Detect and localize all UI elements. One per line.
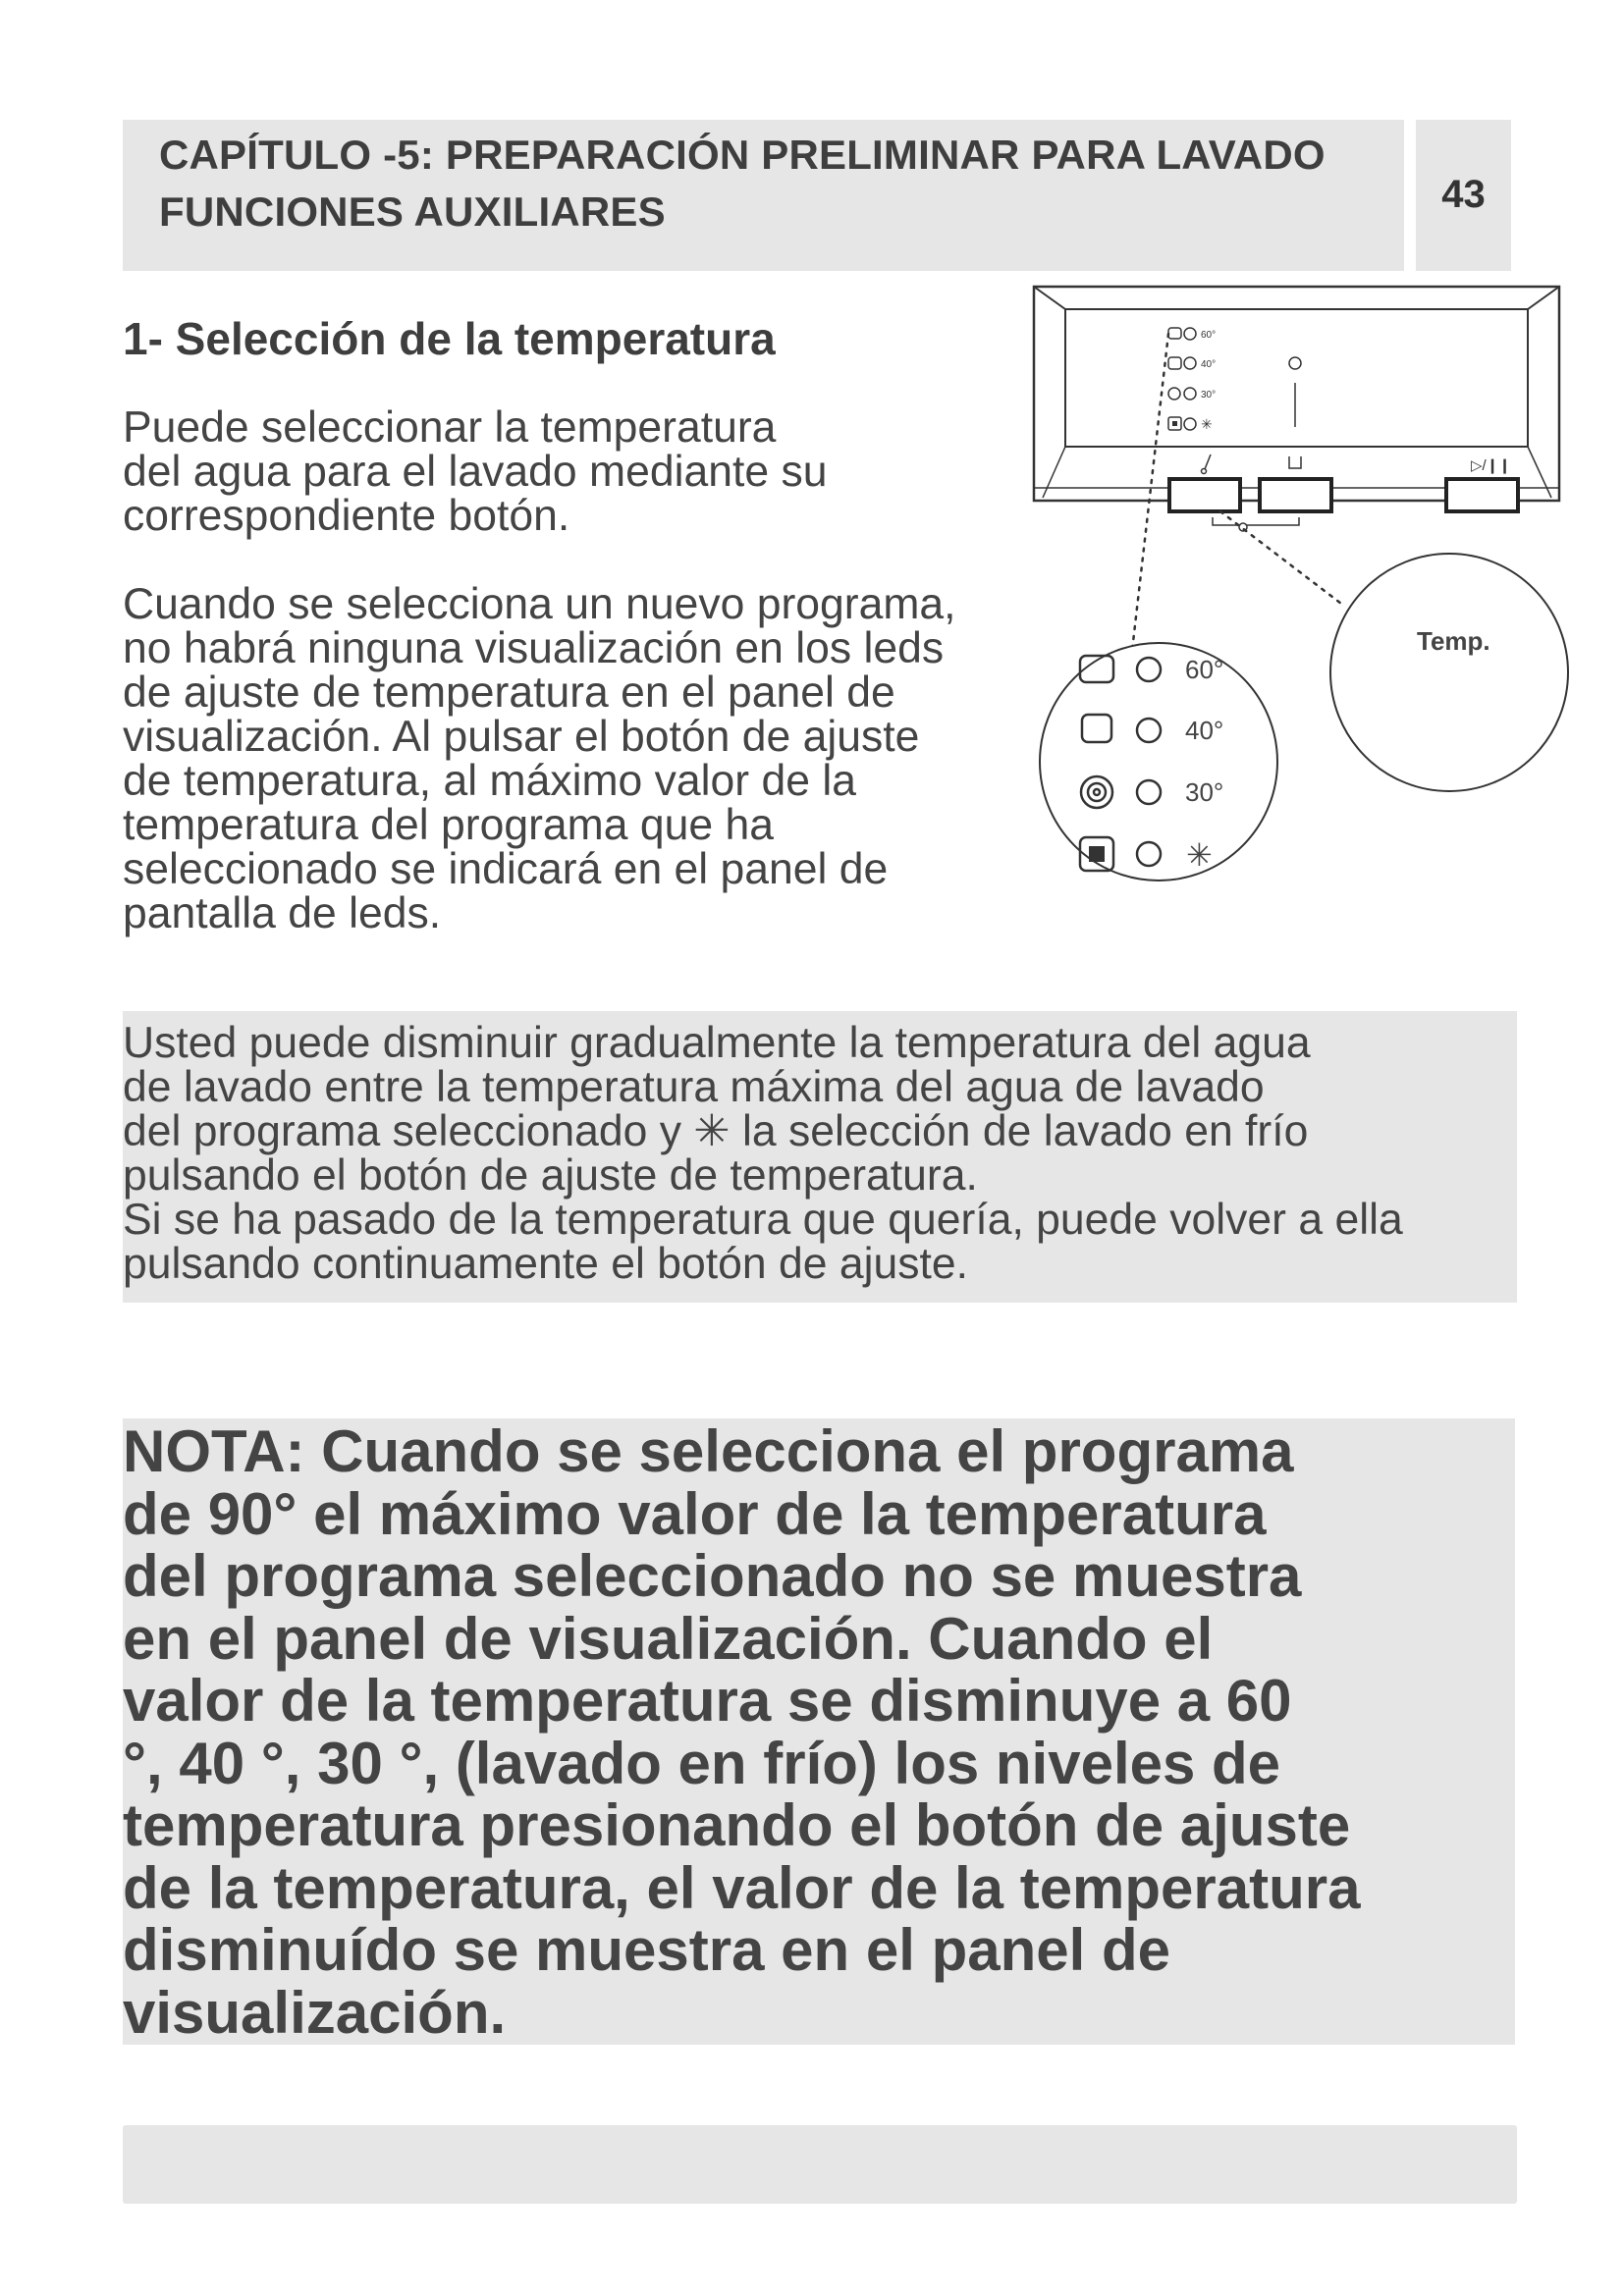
text-line: NOTA: Cuando se selecciona el programa bbox=[123, 1418, 1294, 1484]
text-line: Si se ha pasado de la temperatura que quería, puede volver a ella bbox=[123, 1196, 1403, 1244]
temp-callout-circle bbox=[1330, 554, 1568, 791]
steam-icon bbox=[1168, 357, 1181, 369]
text-line: pulsando el botón de ajuste de temperatura. bbox=[123, 1151, 978, 1200]
text-line: pulsando continuamente el botón de ajuste. bbox=[123, 1240, 968, 1288]
paragraph-intro bbox=[123, 405, 827, 538]
zoom-led-label-40: 40° bbox=[1185, 716, 1224, 745]
text-line: no habrá ninguna visualización en los leds bbox=[123, 624, 945, 672]
snowflake-icon: ✳ bbox=[1186, 837, 1213, 873]
text-line: en el panel de visualización. Cuando el bbox=[123, 1605, 1214, 1672]
start-pause-label: ▷/❙❙ bbox=[1471, 457, 1511, 474]
panel-led-label: 60° bbox=[1201, 330, 1217, 341]
text-line: valor de la temperatura se disminuye a 60 bbox=[123, 1668, 1292, 1734]
text-line: Puede seleccionar la temperatura bbox=[123, 403, 777, 452]
text-line: visualización. Al pulsar el botón de ajuste bbox=[123, 713, 920, 761]
text-line: pantalla de leds. bbox=[123, 889, 442, 937]
text-line: disminuído se muestra en el panel de bbox=[123, 1917, 1170, 1983]
panel-led-column bbox=[1168, 328, 1301, 430]
chapter-subtitle: FUNCIONES AUXILIARES bbox=[159, 188, 666, 235]
text-line: visualización. bbox=[123, 1979, 507, 2046]
text-line: seleccionado se indicará en el panel de bbox=[123, 845, 889, 893]
control-panel-diagram bbox=[1021, 280, 1571, 908]
text-line: del programa seleccionado y ✳ la selección de lavado en frío bbox=[123, 1107, 1309, 1155]
text-line: de temperatura, al máximo valor de la bbox=[123, 757, 856, 805]
text-line: °, 40 °, 30 °, (lavado en frío) los niveles de bbox=[123, 1730, 1281, 1796]
chapter-title: CAPÍTULO -5: PREPARACIÓN PRELIMINAR PARA LAVADO bbox=[159, 132, 1326, 178]
section-title: 1- Selección de la temperatura bbox=[123, 313, 776, 364]
nota-text bbox=[123, 1420, 1361, 2044]
text-line: de ajuste de temperatura en el panel de bbox=[123, 668, 895, 717]
led-zoom-circle bbox=[1040, 643, 1277, 881]
zoom-led-label-60: 60° bbox=[1185, 655, 1224, 684]
clock-icon bbox=[1289, 456, 1301, 468]
start-pause-button[interactable] bbox=[1446, 479, 1518, 511]
panel-led-label: 40° bbox=[1201, 359, 1217, 370]
text-line: temperatura presionando el botón de ajuste bbox=[123, 1792, 1351, 1858]
panel-led-label: 30° bbox=[1201, 390, 1217, 400]
text-line: de lavado entre la temperatura máxima del agua de lavado bbox=[123, 1063, 1265, 1111]
text-line: de 90° el máximo valor de la temperatura bbox=[123, 1480, 1267, 1547]
text-line: correspondiente botón. bbox=[123, 492, 570, 540]
text-line: del programa seleccionado no se muestra bbox=[123, 1543, 1302, 1609]
thermometer-icon bbox=[1202, 454, 1212, 474]
text-line: Cuando se selecciona un nuevo programa, bbox=[123, 580, 956, 628]
temp-callout-label: Temp. bbox=[1417, 626, 1490, 656]
temperature-button[interactable] bbox=[1169, 479, 1240, 511]
spiral-icon bbox=[1168, 388, 1180, 400]
text-line: del agua para el lavado mediante su bbox=[123, 448, 828, 496]
text-line: de la temperatura, el valor de la temperatura bbox=[123, 1854, 1361, 1921]
paragraph-description bbox=[123, 582, 956, 935]
button-group-bracket bbox=[1213, 517, 1299, 525]
zoom-led-label-30: 30° bbox=[1185, 777, 1224, 807]
text-line: temperatura del programa que ha bbox=[123, 801, 774, 849]
text-line: Usted puede disminuir gradualmente la temperatura del agua bbox=[123, 1019, 1311, 1067]
time-delay-button[interactable] bbox=[1260, 479, 1331, 511]
prewash-icon bbox=[1168, 328, 1181, 339]
footer-band bbox=[123, 2125, 1517, 2204]
page-number: 43 bbox=[1441, 173, 1486, 216]
info-text bbox=[123, 1021, 1403, 1286]
panel-led-label: ✳ bbox=[1201, 416, 1213, 432]
